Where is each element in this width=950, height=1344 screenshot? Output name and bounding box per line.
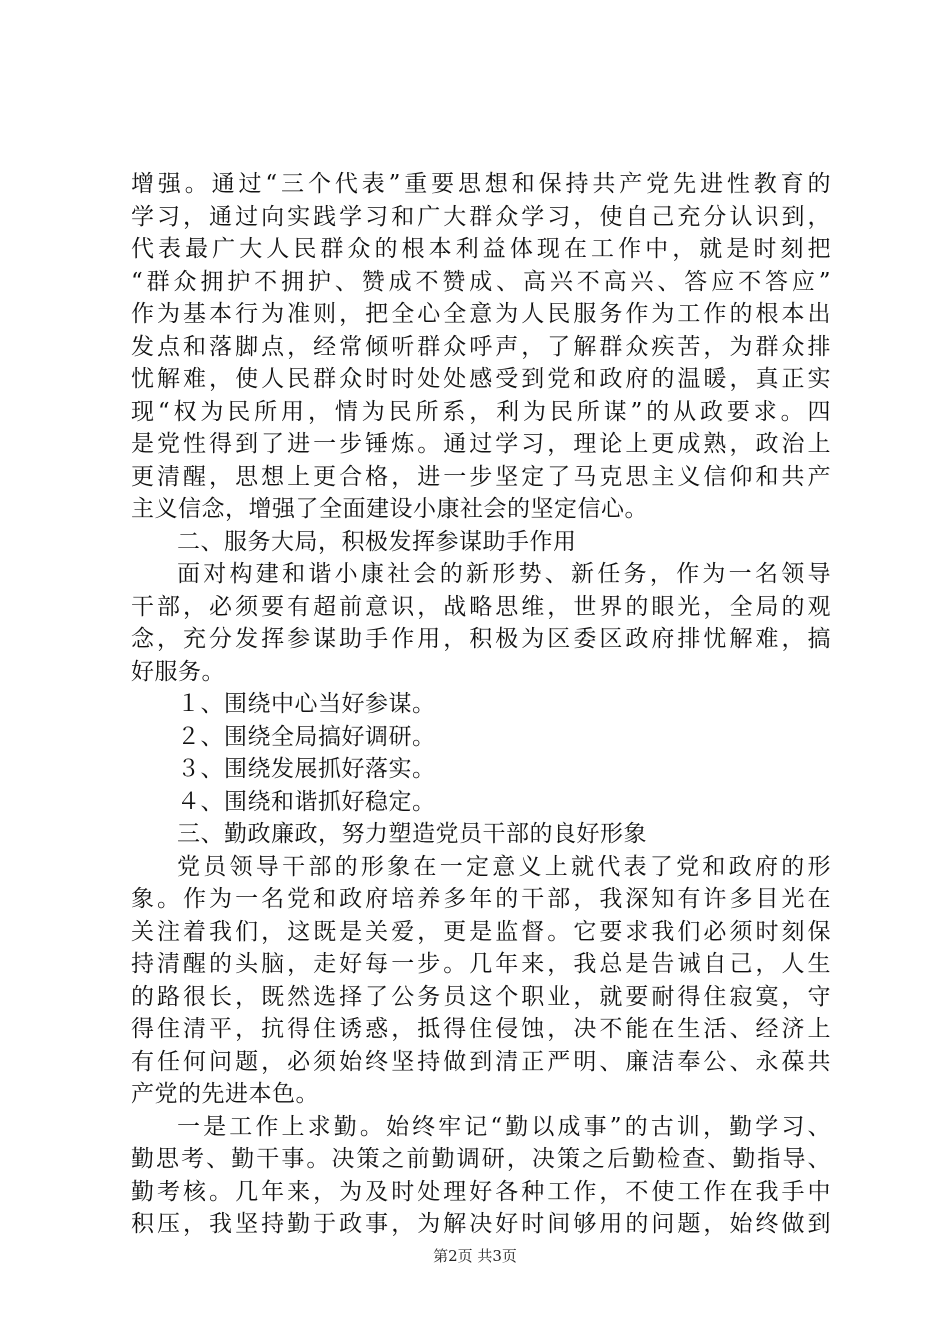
text-line: 二、服务大局，积极发挥参谋助手作用 [177,528,577,555]
text-line: 更清醒，思想上更合格，进一步坚定了马克思主义信仰和共产 [131,463,831,490]
text-line: 学习，通过向实践学习和广大群众学习，使自己充分认识到， [131,203,831,230]
text-line: 产党的先进本色。 [131,1081,319,1107]
text-line: 发点和落脚点，经常倾听群众呼声，了解群众疾苦，为群众排 [131,333,831,360]
text-line: 增强。通过“三个代表”重要思想和保持共产党先进性教育的 [131,171,831,197]
text-line: 主义信念，增强了全面建设小康社会的坚定信心。 [131,496,648,522]
page-footer: 第2页 共3页 [433,1247,517,1265]
text-line: 得住清平，抗得住诱惑，抵得住侵蚀，决不能在生活、经济上 [131,1016,831,1042]
text-line: 念，充分发挥参谋助手作用，积极为区委区政府排忧解难，搞 [131,626,831,652]
text-line: 忧解难，使人民群众时时处处感受到党和政府的温暖，真正实 [131,366,831,392]
text-line: 象。作为一名党和政府培养多年的干部，我深知有许多目光在 [131,886,831,912]
text-line: 的路很长，既然选择了公务员这个职业，就要耐得住寂寞，守 [131,983,831,1010]
text-line: 党员领导干部的形象在一定意义上就代表了党和政府的形 [177,853,831,880]
text-line: 一是工作上求勤。始终牢记“勤以成事”的古训，勤学习、 [177,1113,831,1140]
text-line: 干部，必须要有超前意识，战略思维，世界的眼光，全局的观 [131,593,831,620]
text-line: 好服务。 [131,658,225,685]
text-line: 勤思考、勤干事。决策之前勤调研，决策之后勤检查、勤指导、 [131,1146,831,1172]
text-line: 三、勤政廉政，努力塑造党员干部的良好形象 [177,821,647,847]
text-line: “群众拥护不拥护、赞成不赞成、高兴不高兴、答应不答应” [131,268,831,295]
document-body [131,168,831,1241]
text-line: ３、围绕发展抓好落实。 [177,756,436,782]
text-line: 有任何问题，必须始终坚持做到清正严明、廉洁奉公、永葆共 [131,1048,831,1075]
text-line: ２、围绕全局搞好调研。 [177,723,436,750]
text-line: 是党性得到了进一步锤炼。通过学习，理论上更成熟，政治上 [131,431,831,457]
text-line: 关注着我们，这既是关爱，更是监督。它要求我们必须时刻保 [131,918,831,945]
text-line: 现“权为民所用，情为民所系，利为民所谋”的从政要求。四 [131,398,831,425]
text-line: 积压，我坚持勤于政事，为解决好时间够用的问题，始终做到 [131,1211,831,1237]
text-line: 勤考核。几年来，为及时处理好各种工作，不使工作在我手中 [131,1178,831,1205]
text-line: １、围绕中心当好参谋。 [177,691,436,717]
text-line: 持清醒的头脑，走好每一步。几年来，我总是告诫自己，人生 [131,951,831,977]
text-line: ４、围绕和谐抓好稳定。 [177,788,436,815]
text-line: 面对构建和谐小康社会的新形势、新任务，作为一名领导 [177,561,831,587]
text-line: 作为基本行为准则，把全心全意为人民服务作为工作的根本出 [131,301,831,327]
text-line: 代表最广大人民群众的根本利益体现在工作中，就是时刻把 [131,236,831,262]
